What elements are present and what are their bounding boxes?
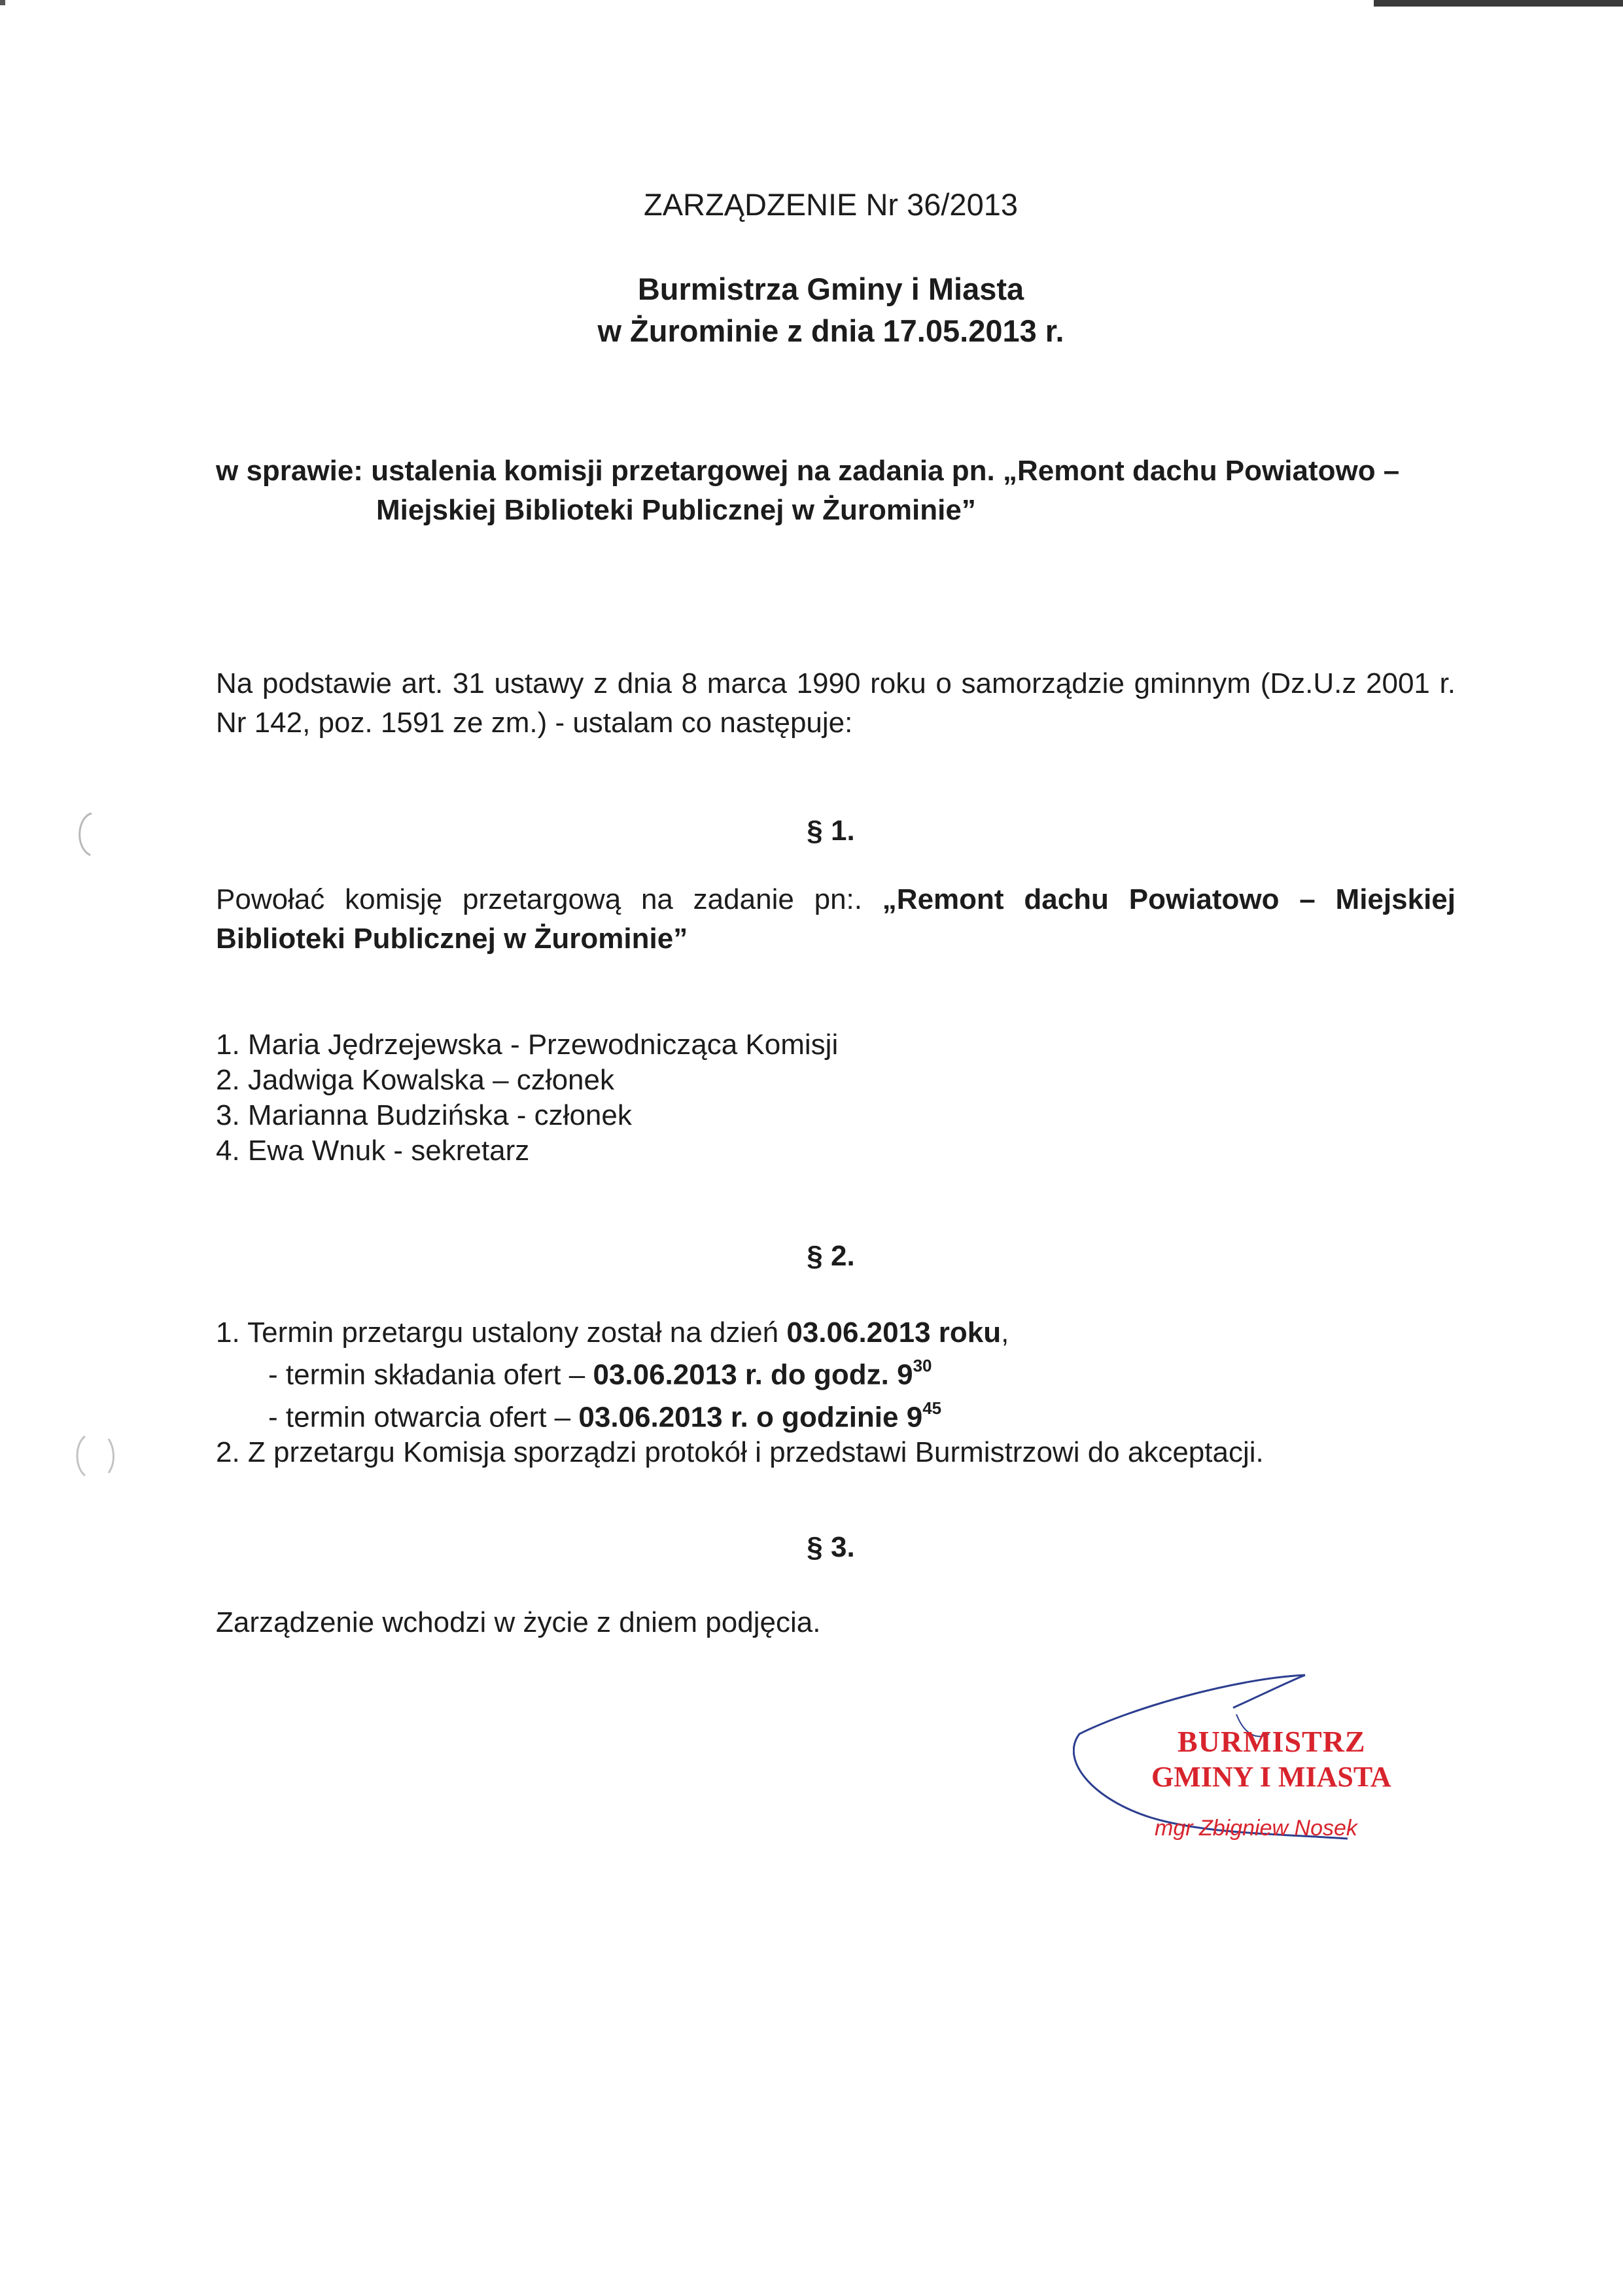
opening-time-text: - termin otwarcia ofert – bbox=[268, 1401, 579, 1434]
opening-time-item bbox=[216, 1393, 1264, 1436]
submission-deadline-text: - termin składania ofert – bbox=[268, 1358, 593, 1391]
tender-date-item bbox=[216, 1315, 1264, 1351]
submission-deadline-value: 03.06.2013 r. do godz. 9 bbox=[593, 1358, 913, 1391]
section-3-heading: § 3. bbox=[807, 1531, 855, 1563]
legal-basis-paragraph: Na podstawie art. 31 ustawy z dnia 8 marca 1990 roku o samorządzie gminnym (Dz.U.z 2001 r. Nr 142, poz. 1591 ze zm.) - ustalam co następuje: bbox=[216, 667, 1456, 739]
task-name: „Remont dachu Powiatowo – Miejskiej Biblioteki Publicznej w Żurominie” bbox=[216, 883, 1456, 955]
punch-hole-mark bbox=[65, 1430, 124, 1482]
protocol-item: 2. Z przetargu Komisja sporządzi protokół i przedstawi Burmistrzowi do akceptacji. bbox=[216, 1436, 1264, 1469]
section-1-heading: § 1. bbox=[807, 815, 855, 847]
subject-line-2: Miejskiej Biblioteki Publicznej w Żurominie” bbox=[376, 494, 976, 526]
appointment-paragraph bbox=[216, 880, 1456, 959]
stamp-line-2: GMINY I MIASTA bbox=[1151, 1761, 1391, 1793]
tender-date-text: 1. Termin przetargu ustalony został na dzień bbox=[216, 1316, 787, 1349]
document-title: ZARZĄDZENIE Nr 36/2013 bbox=[643, 187, 1018, 222]
entry-into-force-text: Zarządzenie wchodzi w życie z dniem podjęcia. bbox=[216, 1606, 821, 1638]
scan-edge-line bbox=[1374, 0, 1623, 7]
punch-hole-mark bbox=[65, 808, 105, 860]
issuing-authority bbox=[0, 268, 1623, 352]
authority-line-2: w Żurominie z dnia 17.05.2013 r. bbox=[597, 313, 1064, 348]
opening-time-minutes: 45 bbox=[922, 1398, 942, 1418]
stamp-line-1: BURMISTRZ bbox=[1178, 1725, 1366, 1758]
list-item: 4. Ewa Wnuk - sekretarz bbox=[216, 1135, 530, 1167]
opening-time-value: 03.06.2013 r. o godzinie 9 bbox=[578, 1401, 923, 1434]
list-item: 3. Marianna Budzińska - członek bbox=[216, 1099, 632, 1131]
section-2-heading: § 2. bbox=[807, 1240, 855, 1272]
stamp-signatory-name: mgr Zbigniew Nosek bbox=[1155, 1816, 1357, 1841]
official-stamp bbox=[1073, 1662, 1478, 1878]
appointment-text: Powołać komisję przetargową na zadanie pn:. bbox=[216, 883, 882, 915]
submission-deadline-minutes: 30 bbox=[913, 1356, 932, 1375]
scan-corner-mark bbox=[0, 0, 5, 5]
tender-terms-block bbox=[216, 1315, 1264, 1470]
list-item: 1. Maria Jędrzejewska - Przewodnicząca Komisji bbox=[216, 1029, 839, 1061]
tender-date-suffix: , bbox=[1001, 1316, 1009, 1349]
submission-deadline-item bbox=[216, 1351, 1264, 1393]
list-item: 2. Jadwiga Kowalska – członek bbox=[216, 1064, 614, 1096]
subject-line-1: w sprawie: ustalenia komisji przetargowej na zadania pn. „Remont dachu Powiatowo – bbox=[216, 455, 1400, 487]
commission-members-list bbox=[216, 1027, 838, 1169]
tender-date-value: 03.06.2013 roku bbox=[786, 1316, 1002, 1349]
subject-block bbox=[216, 451, 1399, 530]
authority-line-1: Burmistrza Gminy i Miasta bbox=[637, 272, 1024, 306]
